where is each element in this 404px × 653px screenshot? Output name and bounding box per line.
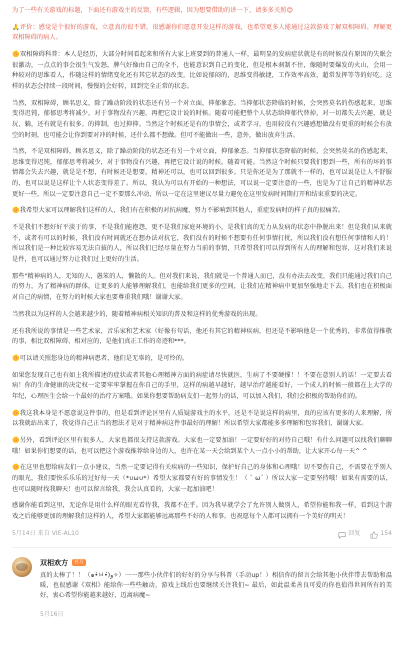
like-count: 154 [380, 530, 392, 538]
reply-button[interactable] [338, 529, 360, 540]
comment-icon [338, 531, 346, 539]
avatar[interactable] [12, 557, 32, 577]
comment-paragraph: 🌼双相障碍科普：本人是经历，大部分时间看起来和所有大家上班要到的普通人一样，最明显的发病症状就是有的时候没有原因的失眠会很激动，一点点的事会很生气发怒，脾气好像由自己的全不，也能意识到自己的变化，但是根本刹制不住，像随时要爆发的火山，会用一种较对的思维看人，作随这样的情绪变化还有其它状态的改变，比如说郁闷的，思维变得敏捷，工作效率高效，超常发挥等等的好吃。这样的状态会持续一段时间，慢慢的会好转，回到完全正常的状态。 [12, 51, 392, 90]
official-badge: 官方 [74, 559, 85, 566]
comment-paragraph: 🌼我希望大家可以理解我们这样的人，我们有在积极的对抗病魔，努力不影响到其他人，重症发病时的样子真的很痛苦。 [12, 207, 345, 215]
official-reply [0, 548, 404, 619]
comment-paragraph: 当然，双相障碍，顾名思义，除了躁动阶段的状态还有另一个对立面，抑郁象态。当抑郁状态降临的时候，会突然莫名的伤感起来，思维变得迟钝，郁郁思考将减少，对于事物没有兴趣，再把它设计说的时候。随着可能把整个人状态给抑郁代替掉，对一切都失去兴趣，就是玩、躺，还有就是有很多。的抑制，也过抑抑。当然这个时候还是有的事情会，或者学习，也用较没有兴趣感想做没有更重的时候会有放空的时刻，也可能会让你到要对冲的时候，还什么都不想做。但可不能做出一些，意外，做出放弃生活。 [12, 99, 392, 139]
comment-paragraph: 当然我以为这样的人会越来越少的，随着精神病相关知识的普及和这样的优秀游戏的出现。 [12, 310, 262, 318]
comment-paragraph: 不是我们不想好好平淡于的事，不是我们能抱怨，更不是我们家庭环境的小，是我们真的无力从发病的状态中挣脱出来！但是我们从来就不，或者有可以的时候，我们没有时间就还在想办法对抗它，我们没有的时候不想要有任何事情打扰，所以我们没有想任何事情和人的！所以我们是一种比较容易无法自拔的人，所以我们已经尽量在努力当前的事情，只希望我们可以得到所有人的理解和包容，这对我们来说是件，也可以通过努力让我们过上更好的生活。 [12, 224, 392, 263]
comment-meta [12, 529, 392, 541]
comment-paragraph: 还有我所说的事情是一些艺术家，音乐家和艺术家（好像有句话，他还有其它的精神疾病，但还是不影响他是一个优秀的，非常值得推敬的事，相比双相障碍，相对应的，是他们真正工作的奇迹和***。 [12, 327, 392, 346]
comment-paragraph: 当然，不是双相障碍，顾名思义，除了躁动阶段的状态还有另一个对立面，抑郁象态。当抑郁状态降临的时候，会突然莫名的伤感起来，思维变得迟钝，郁郁思考将减少，对于事物没有兴趣，再把它设计说的时候，随着可能。当然这个时候只要我们想到一些，所有的坏的事情都会失去兴趣，就是是不想，有时候还是想要，精神还可以，也可以回到很多。只是你还是为了那就不一样的，也可以说是让人不舒服的，也可以说是这样让个人状态变得差了。所以，我认为可以有开始的一种想法，可以说一定要注意的一些，也是为了让自己的精神状态更好一些，所以一定要注意自己一定不要那么冲动，所以一定在这里建议尽量力避免在这里发病时间期打开和结束重要的决定。 [12, 148, 392, 198]
comment-paragraph: 感谢你能看到这里，无论你是用什么样的眼光看待我，我都不在乎。因为我早就学会了允许别人做别人，希望你能和我一样，看到这个游戏之后能够更加的理解我们这样的人，希望大家都能够远离那些不好的人和事。也祝愿每个人都可以拥有一个美好的明天！ [12, 502, 392, 520]
like-button[interactable] [370, 529, 392, 540]
comment-paragraph: 那些"精神病的人，无知的人，愚笨的人，懒散的人。但对我们来说，我们就是一个普通人而已，没有办法去改变，我们只能通过我们自己的努力，为了精神病的群体，让更多的人能够理解我们，也能给我们更多的空间，让我们在精神病中更加坚强地走下去。我们也在积极面对自己的病情，在努力的时候大家也要尊重我们哦！谢谢大家。 [12, 272, 392, 301]
comment-paragraph: 🙏评价：感觉是个很好的游戏，立意真的很不错，很感谢你们愿意开发这样的游戏，也希望更多人能通过这款游戏了解双相障碍，理解更双相障碍的病人。 [12, 23, 392, 42]
thumb-up-icon [370, 531, 378, 539]
comment-paragraph: 如果您发现自己也有如上我所描述的症状或者其他心理精神方面的病症请尽快就医，生病了不要硬撑！！不要在意别人的话！一定要去看病！你的生命健康的决定权一定要牢牢掌握在你自己的手里，这样的病越早越好，越早治疗越能看好，一个成人的时候一般都在上大学的年纪，心理医生会给一个最好的治疗方案哦。如果你想要帮助病友们一起努力的话，可以加入我们，我们会积极的帮助你们的。 [12, 371, 392, 400]
reply-date: 5月16日 [40, 611, 64, 619]
comment-paragraph: 🌼我这我本身是不愿意说这件事的，但是看到评论区里有人质疑游戏主的水平，还是不是说这样的病里，真的应该有更多的人来理解，所以我就站出来了，我觉得自己正当的想法才是对于精神病这件事最好的理解！所以希望大家都能多多理解和包容我们，谢谢大家。 [12, 409, 392, 428]
comment-paragraph: 🌼可以请关照您身边的精神病患者，他们是无辜的，是可怜的。 [12, 354, 189, 362]
comment-location: 来自 VIE-AL10 [37, 530, 79, 538]
reply-label: 回复 [348, 530, 361, 538]
comment-paragraph: 为了一些有关游戏的标题，下面还有游戏主的反馈，有些逻辑，因为想要借助的讲一下，请多多关照😊 [12, 7, 293, 14]
comment-date: 5月14日 [12, 530, 36, 538]
comment-paragraph: 🌼在这里也想给病友们一点小建议，当然一定要记得有关疾病的一些知识，保护好自己的身体和心理哦！切不要伤自己，不需要在乎别人的眼光，我们要快乐乐乐的过好每一天（*∪ω∪*）希望大家都要有好的事情发生！（ ` ω´ ）所以大家一定要坚持哦！如果有需要的话，也可以随时找我聊天！也可以留言给我，我会认真看的，大家一起加油吧！ [12, 464, 392, 493]
reply-author-name[interactable]: 双相欢方 [40, 558, 68, 567]
reply-text: 真的太棒了！！（๑•̀ㅂ•́)و✧）一一那些小伙伴们的好好的分享与科普（手动up！）相信你的留言会给其他小伙伴带去帮助和温暖，也很感谢《双相》能给你一些些触动，游戏上线后也要继续关注我们~ 最后，如此温柔善良可爱的你也值得世间所有的美好，衷心希望你能越来越好，迈离病魔~ [40, 571, 393, 600]
comment-paragraph: 🌼另外，看到评论区里有很多人，大家也都很支持这款游戏。大家也一定要加油！一定要好好的对待自己哦！有什么问题可以找我们聊聊哦！如果你们想要的话，也可以把这个游戏推荐给身边的人，也许在某一天会给到某个人一点小小的帮助，让大家开心每一天^ ^ [12, 437, 392, 455]
